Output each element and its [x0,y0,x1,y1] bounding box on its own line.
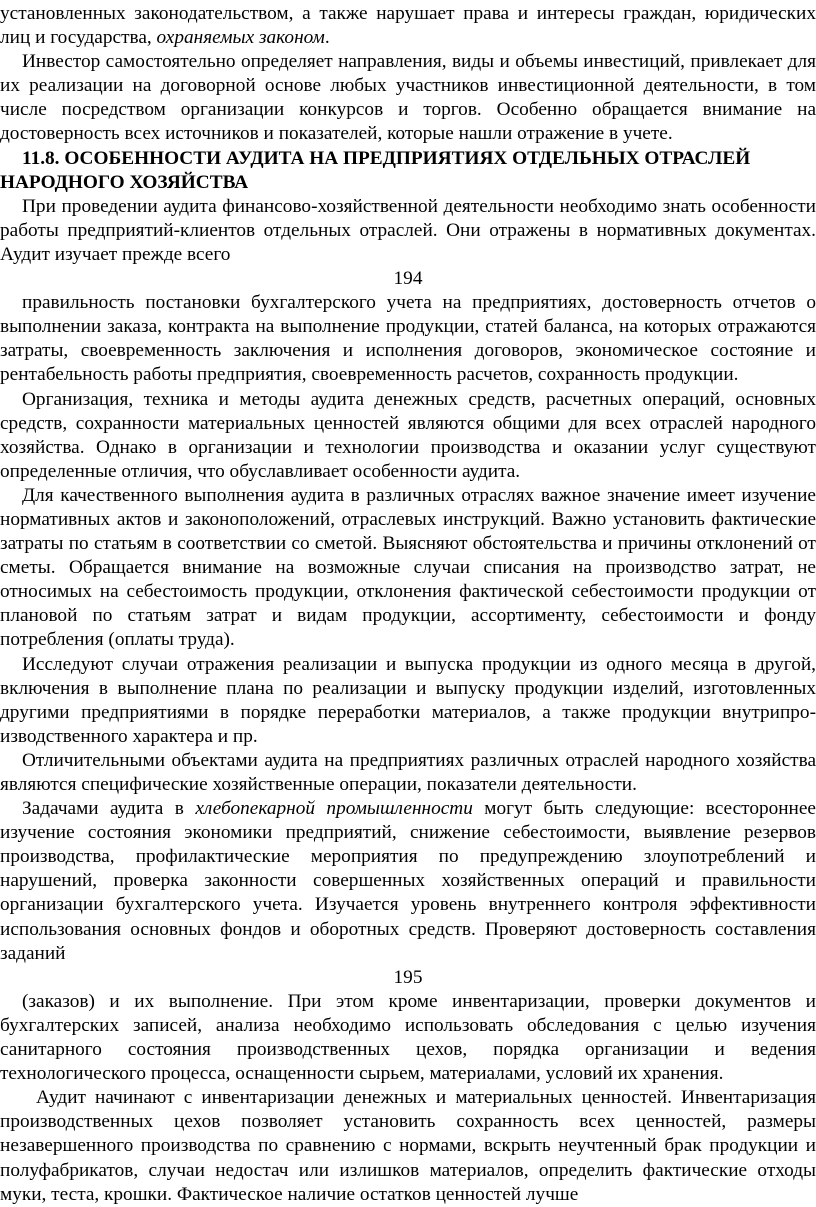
paragraph-text-end: могут быть следующие: всестороннее изучение состояния экономики предприятий, снижение себестоимости, выявление резервов производства, профилактические мероприятия по предупреждению злоупотреблений и нарушений, проверка законности совершенных хозяйственных операций и правильности организации бухгалтерского учета. Изучается уровень внутреннего контроля эффективности использования основных фондов и оборотных средств. Проверяют достоверность составления заданий [0,798,816,964]
paragraph-inventory: Аудит начинают с инвентаризации денежных и материальных ценностей. Инвентаризация производственных цехов позволяет установить сохранность всех ценностей, размеры незавершенного производства по сравнению с нормами, вскрыть неучтенный брак продукции и полуфабрикатов, случаи недостач или излишков материалов, определить фактические отходы муки, теста, крошки. Фактическое наличие остатков ценностей лучше [0,1087,816,1205]
paragraph-continuation [0,2,816,50]
italic-phrase: хлебопекарной промышленности [195,798,473,820]
page-number: 195 [393,966,423,988]
paragraph-text: Задачами аудита в [22,798,196,820]
paragraph-correctness: правильность постановки бухгалтерского учета на предприятиях, достоверность отчетов о выполнении заказа, контракта на выполнение продукции, статей баланса, на которых отражаются затраты, своевременность заключения и исполнения договоров, экономическое состояние и рентабельность работы предприятия, своевременность расчетов, сохранность продукции. [0,292,816,386]
paragraph-intro: При проведении аудита финансово-хозяйственной деятельности необходимо знать особенности работы предприятий-клиентов отдельных отраслей. Они отражены в нормативных документах. Аудит изучает прежде всего [0,195,816,265]
paragraph-cases: Исследуют случаи отражения реализации и выпуска продукции из одного месяца в другой, включения в выполнение плана по реализации и выпуску продукции изделий, изготовленных другими предприятиями в порядке переработки материалов, а также продукции внутрипроизводственного характера и пр. [0,653,816,747]
paragraph-objects: Отличительными объектами аудита на предприятиях различных отраслей народного хозяйства являются специфические хозяйственные операции, показатели деятельности. [0,749,816,795]
italic-phrase: охраняемых законом [156,27,325,49]
section-heading: 11.8. ОСОБЕННОСТИ АУДИТА НА ПРЕДПРИЯТИЯХ ОТДЕЛЬНЫХ ОТРАСЛЕЙ НАРОДНОГО ХОЗЯЙСТВА [0,147,751,193]
paragraph-organization: Организация, техника и методы аудита денежных средств, расчетных операций, основных средств, сохранности материальных ценностей являются общими для всех отраслей народного хозяйства. Однако в организации и технологии производства и оказании услуг существуют определенные отличия, что обуславливает особенности аудита. [0,388,816,482]
paragraph-orders: (заказов) и их выполнение. При этом кроме инвентаризации, проверки документов и бухгалтерских записей, анализа необходимо использовать обследования с целью изучения санитарного состояния производственных цехов, порядка организации и ведения технологического процесса, оснащенности сырьем, материалами, условий их хранения. [0,990,816,1085]
paragraph-text: установленных законодательством, а также нарушает права и интересы граждан, юридических лиц и государства, [0,3,816,49]
paragraph-investor: Инвестор самостоятельно определяет направления, виды и объемы инвестиций, привлекает для их реализации на договорной основе любых участников инвестиционной деятельности, в том числе посредством организации конкурсов и торгов. Особенно обращается внимание на достоверность всех источников и показателей, которые нашли отражение в учете. [0,51,816,145]
page-number: 194 [393,268,423,290]
paragraph-quality: Для качественного выполнения аудита в различных отраслях важное значение имеет изучение нормативных актов и законоположений, отраслевых инструкций. Важно установить фактические затраты по статьям в соответствии со сметой. Выясняют обстоятельства и причины отклонений от сметы. Обращается внимание на возможные случаи списания на производство затрат, не относимых на себестоимость продукции, отклонения фактической себестоимости продукции от плановой по статьям затрат и видам продукции, ассортименту, себестоимости и фонду потребления (оплаты труда). [0,484,816,651]
paragraph-tasks [0,797,816,966]
paragraph-text-end: . [324,27,330,49]
